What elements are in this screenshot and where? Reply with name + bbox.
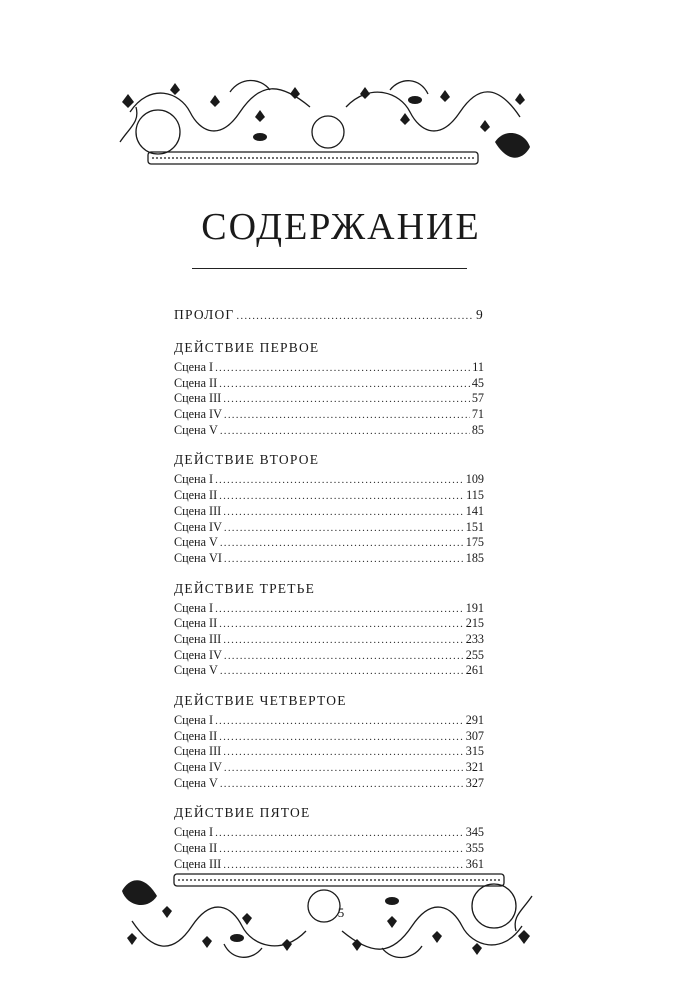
scene-page: 71 [471, 407, 484, 422]
dot-leader [224, 521, 464, 537]
scene-label: Сцена I [174, 713, 214, 727]
toc-entry[interactable] [174, 616, 484, 632]
dot-leader [223, 392, 470, 408]
scene-label: Сцена IV [174, 760, 222, 775]
scene-page: 291 [465, 713, 484, 727]
dot-leader [236, 306, 474, 326]
scene-page: 85 [471, 422, 484, 437]
dot-leader [219, 489, 464, 505]
toc-entry[interactable] [174, 472, 484, 488]
dot-leader [224, 552, 464, 568]
toc-entry-page: 9 [476, 307, 484, 322]
scene-label: Сцена I [174, 360, 214, 374]
dot-leader [215, 714, 464, 730]
dot-leader [215, 826, 464, 842]
toc-entry[interactable] [174, 535, 484, 551]
scene-label: Сцена II [174, 841, 218, 856]
toc-entry[interactable] [174, 601, 484, 617]
toc-entry[interactable] [174, 488, 484, 504]
scene-label: Сцена II [174, 728, 218, 743]
act-heading: ДЕЙСТВИЕ ТРЕТЬЕ [174, 580, 316, 596]
scene-label: Сцена II [174, 488, 218, 503]
act-heading: ДЕЙСТВИЕ ВТОРОЕ [174, 452, 320, 468]
scene-label: Сцена IV [174, 647, 222, 662]
scene-page: 175 [465, 535, 484, 550]
dot-leader [215, 473, 464, 489]
dot-leader [220, 777, 464, 793]
dot-leader [219, 730, 464, 746]
page-title: СОДЕРЖАНИЕ [201, 206, 481, 248]
toc-entry[interactable] [174, 744, 484, 760]
dot-leader [220, 664, 464, 680]
scene-label: Сцена IV [174, 407, 222, 422]
scene-page: 327 [465, 775, 484, 790]
table-of-contents [174, 305, 484, 886]
toc-entry[interactable] [174, 648, 484, 664]
scene-label: Сцена I [174, 472, 214, 487]
scene-label: Сцена VI [174, 550, 222, 565]
toc-entry[interactable] [174, 825, 484, 841]
scene-label: Сцена IV [174, 519, 222, 534]
scene-page: 255 [465, 647, 484, 662]
scene-label: Сцена III [174, 744, 222, 759]
scene-label: Сцена V [174, 535, 218, 550]
scene-page: 261 [465, 663, 484, 678]
scene-label: Сцена III [174, 391, 222, 406]
scene-label: Сцена I [174, 825, 214, 840]
act-section [174, 451, 484, 566]
scene-label: Сцена III [174, 631, 222, 646]
toc-entry[interactable] [174, 729, 484, 745]
dot-leader [215, 361, 470, 377]
scene-label: Сцена III [174, 503, 222, 518]
floral-vine-ornament-icon [110, 72, 542, 182]
toc-entry[interactable] [174, 841, 484, 857]
toc-entry[interactable] [174, 376, 484, 392]
scene-label: Сцена V [174, 663, 218, 678]
scene-label: Сцена II [174, 616, 218, 631]
dot-leader [219, 377, 470, 393]
act-section [174, 692, 484, 791]
toc-entry[interactable] [174, 423, 484, 439]
act-heading: ДЕЙСТВИЕ ПЕРВОЕ [174, 340, 320, 355]
title-divider [192, 268, 467, 269]
dot-leader [223, 633, 464, 649]
toc-entry[interactable] [174, 504, 484, 520]
scene-page: 57 [471, 391, 484, 406]
dot-leader [220, 536, 464, 552]
scene-page: 45 [471, 375, 484, 390]
toc-entry[interactable] [174, 632, 484, 648]
toc-entry[interactable] [174, 713, 484, 729]
dot-leader [223, 745, 464, 761]
toc-entry[interactable] [174, 407, 484, 423]
toc-entry[interactable] [174, 520, 484, 536]
scene-page: 11 [472, 360, 484, 374]
toc-entry-label: ПРОЛОГ [174, 307, 235, 322]
scene-page: 361 [465, 856, 484, 871]
toc-entry-prologue[interactable] [174, 305, 484, 325]
scene-label: Сцена I [174, 600, 214, 615]
scene-page: 321 [465, 760, 484, 775]
toc-entry[interactable] [174, 360, 484, 376]
scene-page: 151 [465, 519, 484, 534]
act-section [174, 580, 484, 679]
scene-page: 115 [466, 488, 484, 503]
dot-leader [219, 617, 464, 633]
page-number: 5 [337, 905, 345, 920]
dot-leader [220, 424, 470, 440]
dot-leader [224, 649, 464, 665]
scene-label: Сцена V [174, 422, 218, 437]
act-heading: ДЕЙСТВИЕ ЧЕТВЕРТОЕ [174, 693, 347, 708]
scene-page: 355 [465, 841, 484, 856]
scene-label: Сцена II [174, 375, 218, 390]
dot-leader [224, 761, 464, 777]
toc-entry[interactable] [174, 391, 484, 407]
scene-page: 215 [465, 616, 484, 631]
scene-page: 233 [465, 631, 484, 646]
toc-entry[interactable] [174, 663, 484, 679]
dot-leader [224, 408, 470, 424]
toc-entry[interactable] [174, 551, 484, 567]
scene-page: 345 [465, 825, 484, 840]
scene-page: 109 [465, 472, 484, 487]
act-section [174, 339, 484, 438]
act-heading: ДЕЙСТВИЕ ПЯТОЕ [174, 805, 311, 821]
toc-entry[interactable] [174, 776, 484, 792]
scene-label: Сцена V [174, 775, 218, 790]
toc-entry[interactable] [174, 760, 484, 776]
scene-page: 185 [465, 550, 484, 565]
scene-label: Сцена III [174, 856, 222, 871]
dot-leader [215, 602, 464, 618]
scene-page: 191 [465, 600, 484, 615]
scene-page: 141 [465, 503, 484, 518]
dot-leader [223, 505, 464, 521]
scene-page: 315 [465, 744, 484, 759]
scene-page: 307 [465, 728, 484, 743]
